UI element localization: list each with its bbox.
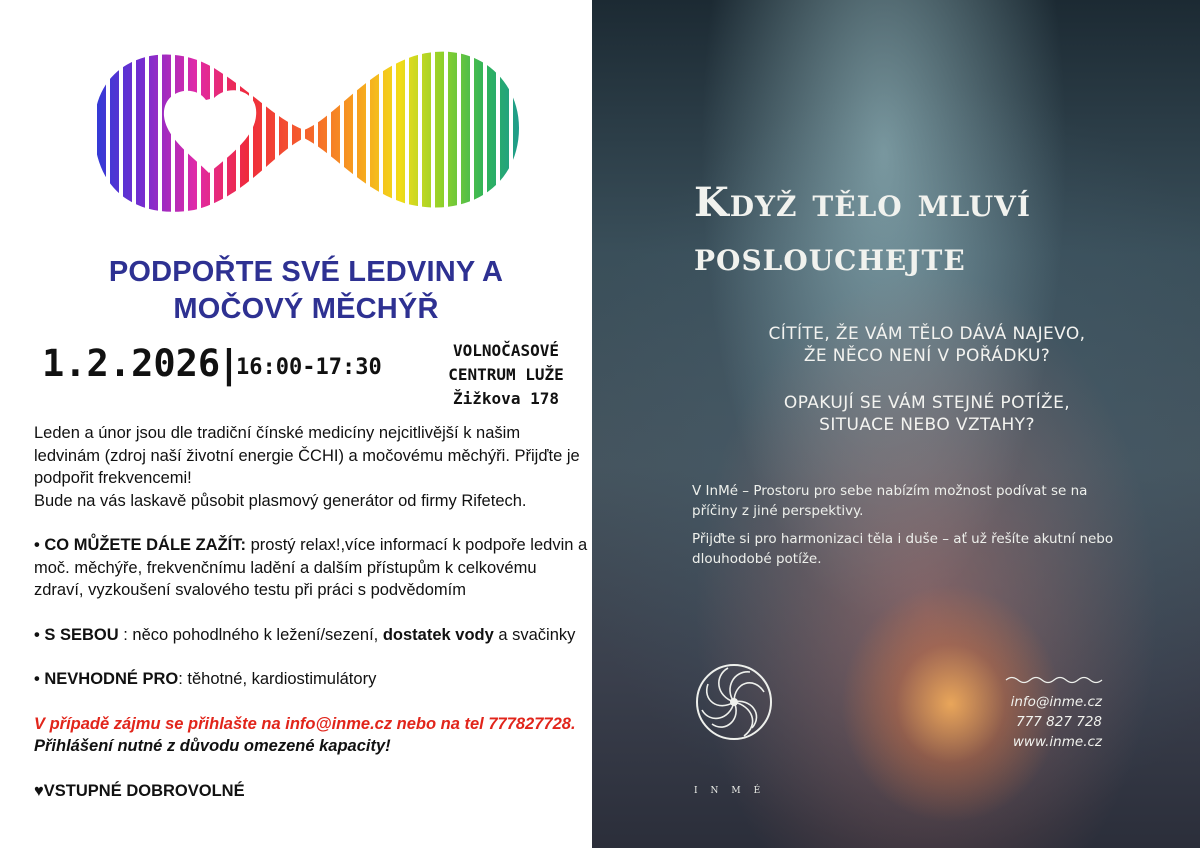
item-text: : něco pohodlného k ležení/sezení, — [118, 625, 383, 644]
venue-line-2: CENTRUM LUŽE — [448, 365, 564, 384]
contact-phone[interactable]: 777 827 728 — [1016, 714, 1102, 730]
offer-text: V InMé – Prostoru pro sebe nabízím možnost podívat se na příčiny z jiné perspektivy. — [692, 483, 1088, 519]
item-label: • NEVHODNÉ PRO — [34, 670, 179, 688]
list-item — [34, 668, 589, 691]
contact-info — [972, 692, 1102, 752]
question-1 — [712, 323, 1142, 367]
venue-line-3: Žižkova 178 — [453, 389, 559, 408]
left-panel — [0, 0, 592, 848]
question-2-line-1: OPAKUJÍ SE VÁM STEJNÉ POTÍŽE, — [783, 393, 1071, 413]
item-label: • S SEBOU — [34, 625, 119, 644]
intro-text-2: Bude na vás laskavě působit plasmový generátor od firmy Rifetech. — [34, 491, 527, 510]
event-date: 1.2.2026 — [42, 342, 221, 385]
event-venue — [424, 339, 588, 411]
entry-fee: ♥VSTUPNÉ DOBROVOLNÉ — [34, 781, 245, 800]
poster-title-line-1: Když tělo mluví — [694, 179, 1031, 226]
page-title — [20, 254, 592, 328]
item-text: prostý relax!,více informací k podpoře ledvin a moč. měchýře, frekvenčnímu ladění a dalším přístupům k celkovému zdraví, vyzkoušení svalového testu při práci s podvědomím — [34, 536, 588, 599]
item-text: : těhotné, kardiostimulátory — [178, 670, 377, 688]
registration-note: V případě zájmu se přihlašte na info@inme.cz nebo na tel 777827728. — [34, 714, 576, 733]
headline-line-2: MOČOVÝ MĚCHÝŘ — [173, 293, 439, 325]
right-panel — [592, 0, 1200, 848]
event-description — [34, 422, 589, 802]
venue-line-1: VOLNOČASOVÉ — [453, 341, 559, 360]
intro-text: Leden a únor jsou dle tradiční čínské medicíny nejcitlivější k našim ledvinám (zdroj naší životní energie ČCHI) a močovému měchýři. Přijďte je podpořit frekvencemi! — [34, 424, 580, 487]
invite-text: Přijďte si pro harmonizaci těla i duše – ať už řešíte akutní nebo dlouhodobé potíže. — [692, 531, 1114, 567]
contact-email[interactable]: info@inme.cz — [1010, 694, 1102, 710]
headline-line-1: PODPOŘTE SVÉ LEDVINY A — [108, 256, 504, 288]
list-item — [34, 624, 589, 647]
item-tail-text: a svačinky — [493, 625, 576, 644]
capacity-note: Přihlášení nutné z důvodu omezené kapacity! — [34, 737, 391, 755]
question-1-line-1: CÍTÍTE, ŽE VÁM TĚLO DÁVÁ NAJEVO, — [768, 324, 1086, 344]
item-bold-text: dostatek vody — [382, 625, 494, 644]
event-time: 16:00-17:30 — [236, 355, 382, 380]
wave-divider-icon — [1004, 674, 1104, 686]
poster-title-line-2: poslouchejte — [694, 233, 966, 280]
poster-title — [694, 176, 1174, 284]
item-label: • CO MŮŽETE DÁLE ZAŽÍT: — [34, 536, 247, 554]
brand-name: INMÉ — [694, 786, 774, 796]
question-1-line-2: ŽE NĚCO NENÍ V POŘÁDKU? — [803, 346, 1051, 366]
list-item — [34, 534, 589, 602]
contact-web[interactable]: www.inme.cz — [1012, 734, 1102, 750]
date-separator: | — [222, 342, 236, 386]
rainbow-infinity-heart-logo — [84, 38, 524, 220]
question-2 — [712, 392, 1142, 436]
spiral-emblem-icon — [694, 662, 774, 742]
question-2-line-2: SITUACE NEBO VZTAHY? — [819, 415, 1035, 435]
